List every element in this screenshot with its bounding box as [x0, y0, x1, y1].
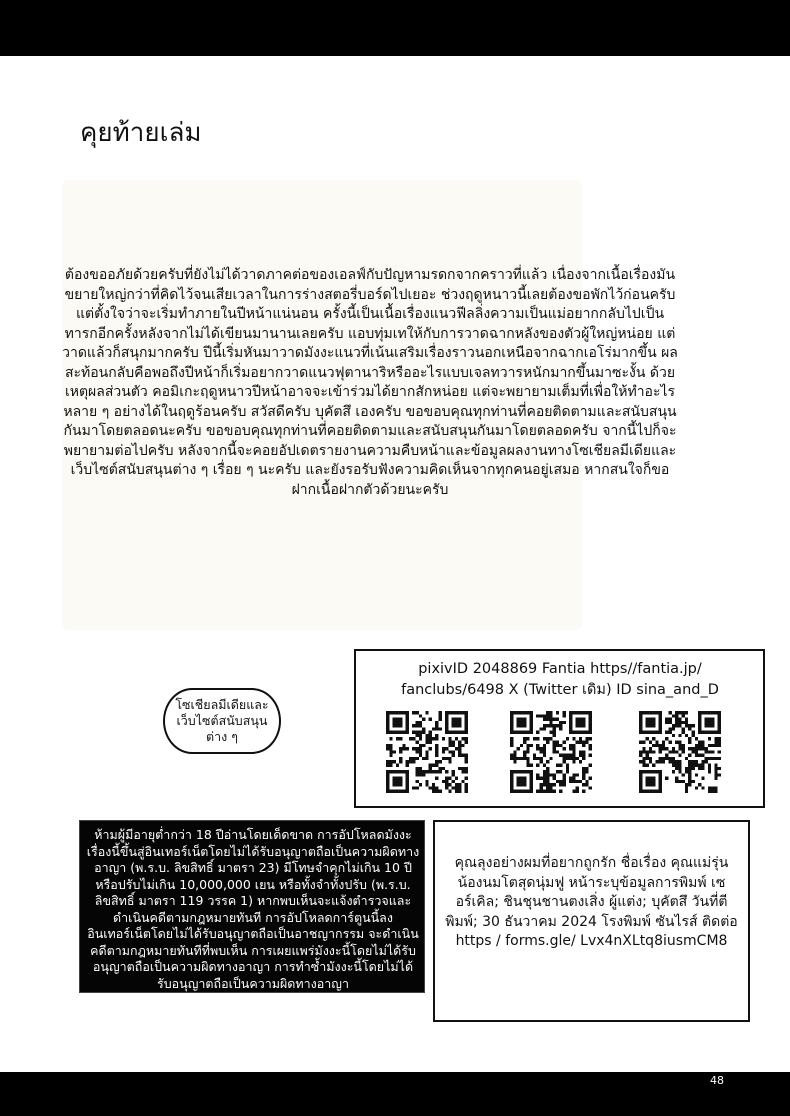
afterword-text: ต้องขออภัยด้วยครับที่ยังไม่ได้วาดภาคต่อของเอลฟ์กับปัญหามรดกจากคราวที่แล้ว เนื่องจากเนื้อเรื่องมันขยายใหญ่กว่าที่คิดไว้จนเสียเวลาในการร่างสตอรี่บอร์ดไปเยอะ ช่วงฤดูหนาวนี้เลยต้องขอพักไว้ก่อนครับ แต่ตั้งใจว่าจะเริ่มทำภายในปีหน้าแน่นอน ครั้งนี้เป็นเนื้อเรื่องแนวฟีลลิ่งความเป็นแม่อยากกลับไปเป็นทารกอีกครั้งหลังจากไม่ได้เขียนมานานเลยครับ แอบทุ่มเทให้กับการวาดฉากหลังของตัวผู้ใหญ่หน่อย แต่วาดแล้วก็สนุกมากครับ ปีนี้เริ่มหันมาวาดมังงะแนวที่เน้นเสริมเรื่องราวนอกเหนือจากฉากเอโร่มากขึ้น ผลสะท้อนกลับคือพอถึงปีหน้าก็เริ่มอยากวาดแนวฟุตานาริหรืออะไรแบบเจลทวารหนักมากขึ้นมาซะงั้น ด้วยเหตุผลส่วนตัว คอมิเกะฤดูหนาวปีหน้าอาจจะเข้าร่วมได้ยากสักหน่อย แต่จะพยายามเต็มที่เพื่อให้ทำอะไรหลาย ๆ อย่างได้ในฤดูร้อนครับ สวัสดีครับ บุคัตสึ เองครับ ขอขอบคุณทุกท่านที่คอยติดตามและสนับสนุนกันมาโดยตลอดนะครับ ขอขอบคุณทุกท่านที่คอยติดตามและสนับสนุนกันมาโดยตลอดครับ จากนี้ไปก็จะพยายามต่อไปครับ หลังจากนี้จะคอยอัปเดตรายงานความคืบหน้าและข้อมูลผลงานทางโซเชียลมีเดียและเว็บไซต์สนับสนุนต่าง ๆ เรื่อย ๆ นะครับ และยังรอรับฟังความคิดเห็นจากทุกคนอยู่เสมอ หากสนใจก็ขอฝากเนื้อฝากตัวด้วยนะครับ: [62, 267, 678, 498]
page-number: 48: [710, 1074, 724, 1087]
survey-box: [433, 820, 750, 1022]
speech-bubble-text: โซเชียลมีเดียและเว็บไซต์สนับสนุนต่าง ๆ: [175, 697, 269, 744]
survey-text: คุณลุงอย่างผมที่อยากถูกรัก ชื่อเรื่อง คุณแม่รุ่นน้องนมโตสุดนุ่มฟู หน้าระบุข้อมูลการพิมพ์ เซอร์เคิล; ชินชุนชานตงเสิ่ง ผู้แต่ง; บุคัตสึ วันที่ตีพิมพ์; 30 ธันวาคม 2024 โรงพิมพ์ ซันไรส์ ติดต่อ https / forms.gle/ Lvx4nXLtq8iusmCM8: [445, 855, 738, 949]
qr-pattern-icon: [639, 711, 721, 793]
qr-pattern-icon: [510, 711, 592, 793]
social-links-text: pixivID 2048869 Fantia https//fantia.jp/ fanclubs/6498 X (Twitter เดิม) ID sina_and_D: [401, 661, 719, 698]
legal-warning-text: ห้ามผู้มีอายุต่ำกว่า 18 ปีอ่านโดยเด็ดขาด การอัปโหลดมังงะเรื่องนี้ขึ้นสู่อินเทอร์เน็ตโดยไม่ได้รับอนุญาตถือเป็นความผิดทางอาญา (พ.ร.บ. ลิขสิทธิ์ มาตรา 23) มีโทษจำคุกไม่เกิน 10 ปี หรือปรับไม่เกิน 10,000,000 เยน หรือทั้งจำทั้งปรับ (พ.ร.บ. ลิขสิทธิ์ มาตรา 119 วรรค 1) หากพบเห็นจะแจ้งตำรวจและดำเนินคดีตามกฎหมายทันที การอัปโหลดการ์ตูนนี้ลงอินเทอร์เน็ตโดยไม่ได้รับอนุญาตถือเป็นอาชญากรรม จะดำเนินคดีตามกฎหมายทันทีที่พบเห็น การเผยแพร่มังงะนี้โดยไม่ได้รับอนุญาตถือเป็นความผิดทางอาญา การทำซ้ำมังงะนี้โดยไม่ได้รับอนุญาตถือเป็นความผิดทางอาญา: [86, 827, 420, 991]
qr-pattern-icon: [386, 711, 468, 793]
qr-code-pixiv[interactable]: [386, 711, 468, 793]
bottom-black-bar: [0, 1072, 790, 1116]
top-black-bar: [0, 0, 790, 56]
page-title: คุยท้ายเล่ม: [80, 118, 202, 148]
qr-code-x[interactable]: [639, 711, 721, 793]
speech-bubble: [163, 688, 281, 754]
social-links-box: [354, 649, 765, 808]
legal-warning-box: [79, 820, 425, 993]
qr-code-fantia[interactable]: [510, 711, 592, 793]
